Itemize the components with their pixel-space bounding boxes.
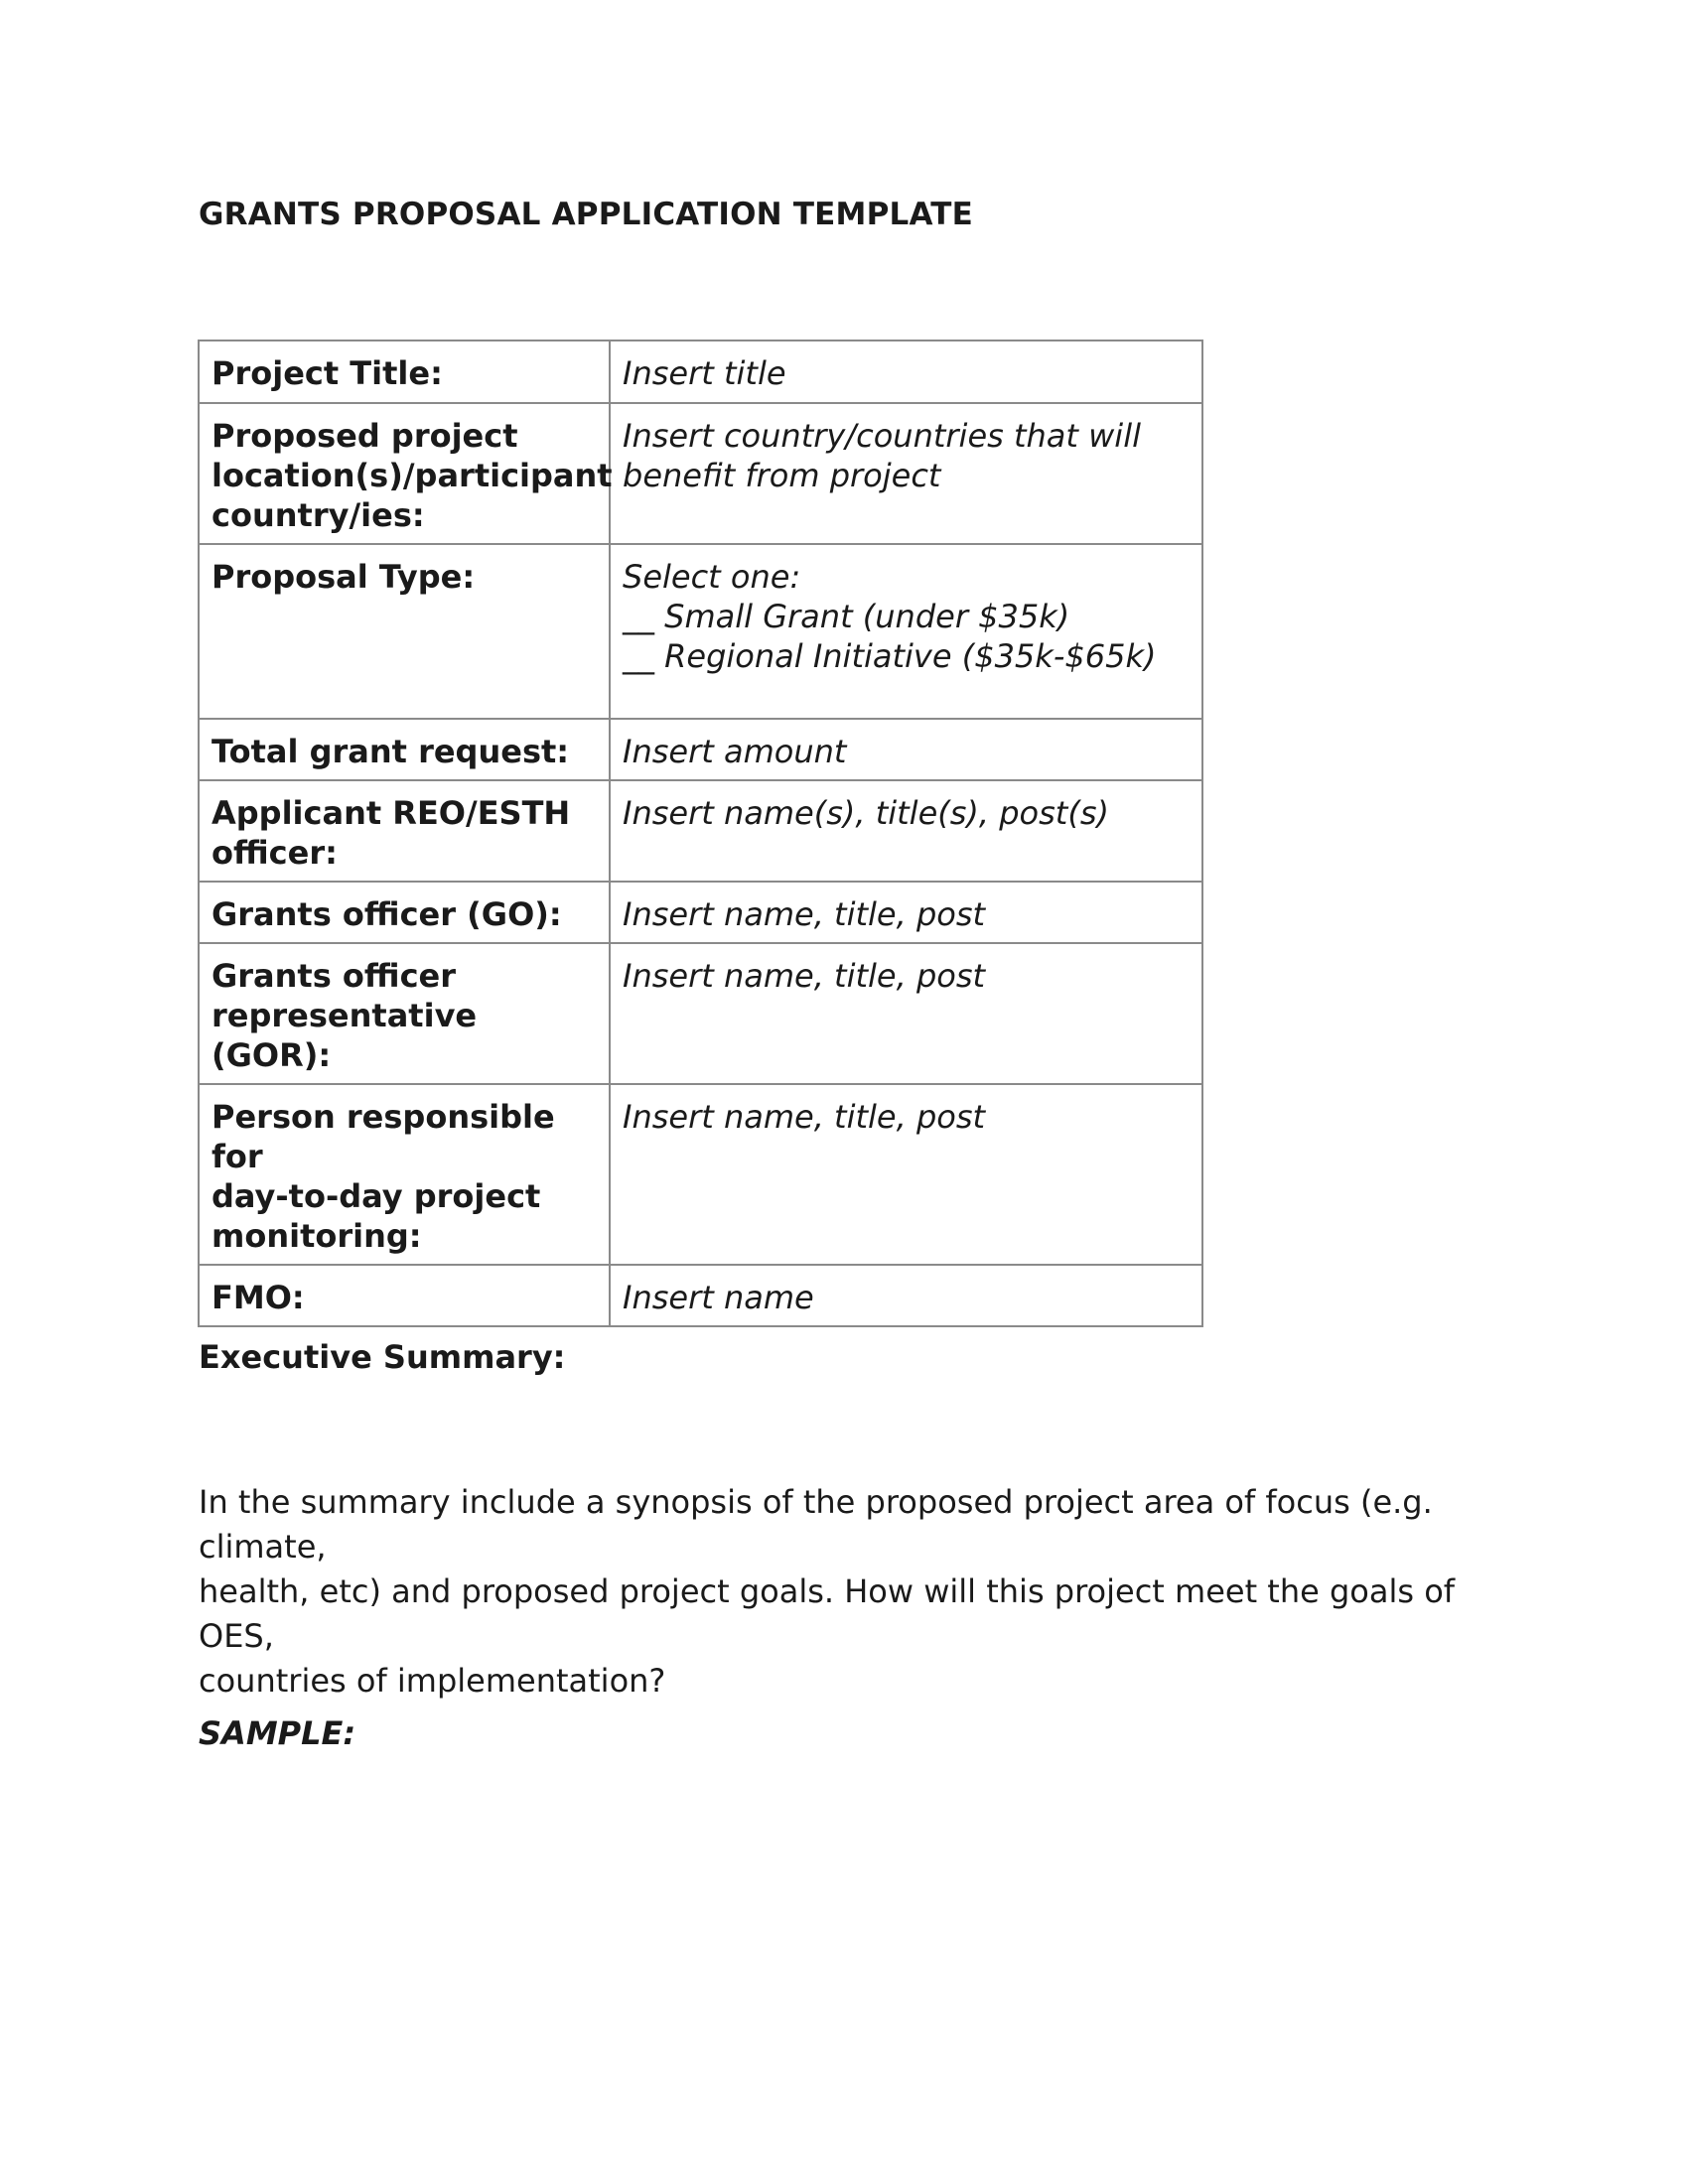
value-line: Insert name — [623, 1279, 814, 1316]
label-line: day-to-day project — [211, 1177, 541, 1215]
value-line: benefit from project — [623, 457, 941, 494]
label-line: Person responsible for — [211, 1098, 555, 1175]
summary-line: health, etc) and proposed project goals. How will this project meet the goals of OES, — [199, 1572, 1456, 1655]
document-title: GRANTS PROPOSAL APPLICATION TEMPLATE — [199, 197, 973, 232]
table-row — [199, 719, 1202, 780]
row-label-project-title: Project Title: — [199, 341, 610, 403]
row-label-project-location — [199, 403, 613, 544]
option-small-grant: __ Small Grant (under $35k) — [623, 598, 1070, 635]
value-line: Insert name(s), title(s), post(s) — [623, 794, 1109, 832]
table-row — [199, 780, 1202, 882]
label-line: officer: — [211, 834, 338, 872]
option-regional-initiative: __ Regional Initiative ($35k-$65k) — [623, 637, 1157, 675]
row-value-fmo — [610, 1265, 1202, 1326]
executive-summary-heading: Executive Summary: — [199, 1338, 566, 1376]
label-line: Proposed project — [211, 417, 518, 455]
project-info-table — [198, 340, 1203, 1327]
value-line: Insert name, title, post — [623, 895, 986, 933]
table-row — [199, 403, 1202, 544]
table-row — [199, 341, 1202, 403]
row-label-total-grant: Total grant request: — [199, 719, 610, 780]
row-value-grants-officer-rep — [610, 943, 1202, 1084]
row-value-total-grant — [610, 719, 1202, 780]
row-label-proposal-type: Proposal Type: — [199, 544, 610, 719]
table-row — [199, 544, 1202, 719]
table-row — [199, 882, 1202, 943]
value-line: Insert country/countries that will — [623, 417, 1141, 455]
table-row — [199, 1265, 1202, 1326]
value-line: Insert name, title, post — [623, 1098, 986, 1136]
table-row — [199, 943, 1202, 1084]
value-line: Select one: — [623, 558, 801, 596]
summary-line: countries of implementation? — [199, 1662, 666, 1700]
label-line: Applicant REO/ESTH — [211, 794, 571, 832]
label-line: Grants officer — [211, 957, 457, 995]
table-row — [199, 1084, 1202, 1265]
executive-summary-instructions — [199, 1480, 1509, 1704]
row-value-person-responsible — [610, 1084, 1202, 1265]
sample-label: SAMPLE: — [199, 1714, 356, 1752]
row-value-project-location — [610, 403, 1202, 544]
label-line: representative (GOR): — [211, 997, 478, 1074]
row-label-grants-officer-rep — [199, 943, 610, 1084]
value-line: Insert amount — [623, 733, 847, 770]
value-line: Insert title — [623, 354, 786, 392]
summary-line: In the summary include a synopsis of the proposed project area of focus (e.g. climate, — [199, 1483, 1433, 1566]
row-label-applicant-officer — [199, 780, 610, 882]
row-label-grants-officer: Grants officer (GO): — [199, 882, 610, 943]
label-line: country/ies: — [211, 496, 425, 534]
row-value-applicant-officer — [610, 780, 1202, 882]
row-value-project-title — [610, 341, 1202, 403]
row-value-proposal-type — [610, 544, 1202, 719]
row-label-person-responsible — [199, 1084, 610, 1265]
label-line: monitoring: — [211, 1217, 422, 1255]
value-line: Insert name, title, post — [623, 957, 986, 995]
label-line: location(s)/participant — [211, 457, 613, 494]
row-label-fmo: FMO: — [199, 1265, 610, 1326]
row-value-grants-officer — [610, 882, 1202, 943]
